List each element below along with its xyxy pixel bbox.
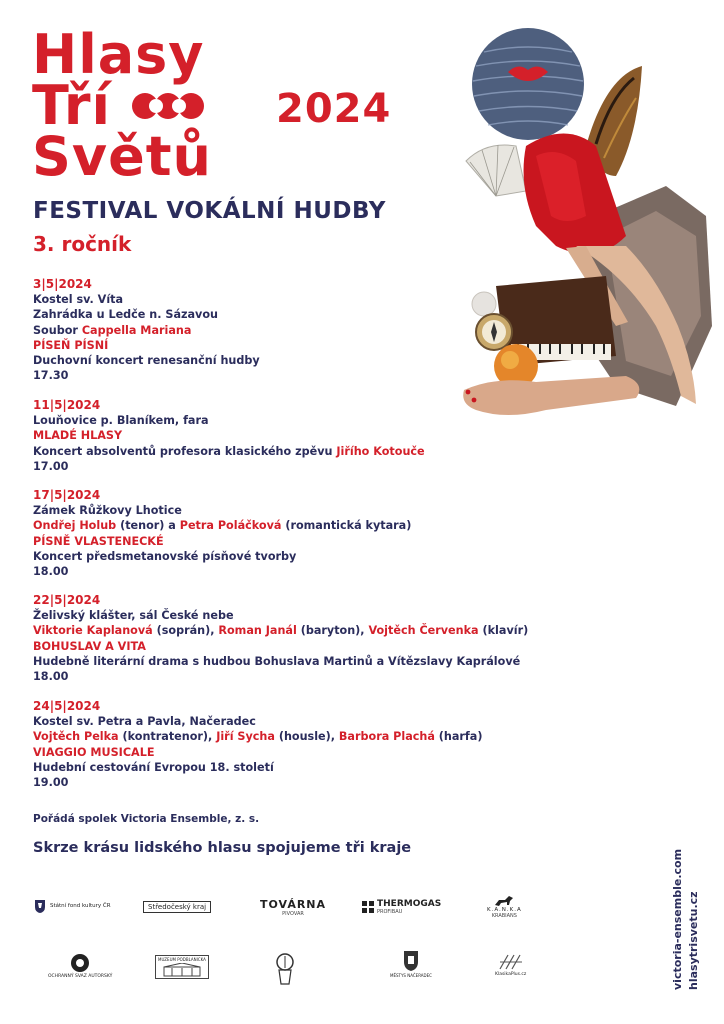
logo-osa: OCHRANNÝ SVAZ AUTORSKÝ (48, 953, 112, 979)
event-venue: Želivský klášter, sál České nebe (33, 609, 234, 623)
performer-role: (klavír) (478, 624, 529, 638)
event-time: 17.00 (33, 459, 69, 473)
url-victoria-ensemble[interactable]: victoria-ensemble.com (671, 848, 684, 990)
event-program: PÍSEŇ PÍSNÍ (33, 338, 109, 352)
event-description: Hudební cestování Evropou 18. století (33, 760, 274, 774)
event-1 (33, 277, 260, 383)
performer-role: (baryton), (296, 624, 369, 638)
festival-motto: Skrze krásu lidského hlasu spojujeme tři kraje (33, 840, 412, 856)
sphere-head (472, 28, 584, 140)
event-4 (33, 593, 528, 684)
performer-name: Cappella Mariana (81, 323, 192, 337)
festival-year: 2024 (276, 86, 392, 132)
event-description: Koncert předsmetanovské písňové tvorby (33, 549, 297, 563)
event-date: 24|5|2024 (33, 699, 101, 713)
osa-icon (70, 953, 90, 973)
event-time: 19.00 (33, 776, 69, 790)
title-line-1: Hlasy (32, 23, 205, 86)
event-venue: Kostel sv. Víta (33, 293, 124, 307)
performer-name: Barbora Plachá (338, 730, 435, 744)
event-description (33, 444, 425, 459)
reaching-hand (463, 376, 639, 415)
event-performers (33, 323, 260, 338)
title-line-3: Světů (32, 125, 212, 188)
teacher-name: Jiřího Kotouče (336, 444, 425, 458)
pearl (472, 292, 496, 316)
event-program: PÍSNĚ VLASTENECKÉ (33, 534, 164, 548)
logo-nacerad: MĚSTYS NAČERADEC (390, 950, 432, 978)
event-performers (33, 623, 528, 638)
logo-muzeum-podblanicka: MUZEUM PODBLANICKA (155, 955, 209, 979)
event-program: BOHUSLAV A VITA (33, 639, 146, 653)
performer-name: Viktorie Kaplanová (33, 624, 153, 638)
performer-role: (soprán), (152, 624, 219, 638)
performer-name: Petra Poláčková (179, 519, 282, 533)
event-date: 17|5|2024 (33, 488, 101, 502)
title-line-2-text: Tří (32, 74, 112, 137)
performer-name: Vojtěch Pelka (33, 730, 119, 744)
logo-thermogas: THERMOGAS PROFIBAU (362, 899, 441, 915)
event-place: Zahrádka u Ledče n. Sázavou (33, 308, 219, 322)
description-prefix: Koncert absolventů profesora klasického zpěvu (33, 444, 337, 458)
event-time: 18.00 (33, 565, 69, 579)
performer-role: (harfa) (434, 730, 483, 744)
logo-statni-fond-kultury: Státní fond kultury ČR (33, 898, 111, 914)
event-date: 3|5|2024 (33, 277, 92, 291)
czech-lion-icon (33, 898, 47, 914)
thermogas-icon (362, 901, 374, 913)
performer-role: (housle), (274, 730, 339, 744)
performer-role: (tenor) a (116, 519, 180, 533)
organizer-text: Pořádá spolek Victoria Ensemble, z. s. (33, 813, 260, 825)
event-3 (33, 488, 411, 579)
museum-building-icon (162, 963, 202, 977)
performers-prefix: Soubor (33, 323, 82, 337)
performer-name: Vojtěch Červenka (368, 624, 479, 638)
logo-stredocesky-kraj: Středočeský kraj (143, 901, 211, 913)
event-venue: Louňovice p. Blaníkem, fara (33, 414, 209, 428)
event-description: Hudebně literární drama s hudbou Bohuslava Martinů a Vítězslavy Kaprálové (33, 654, 521, 668)
event-performers (33, 518, 411, 533)
event-time: 17.30 (33, 369, 69, 383)
emblem-icon (275, 952, 295, 986)
logo-tovarna: TOVÁRNA PIVOVAR (260, 898, 327, 917)
horse-icon (493, 895, 515, 907)
logo-kanka: K.A.N.K.A KRABIANS (487, 895, 522, 919)
event-5 (33, 699, 482, 790)
website-links (670, 849, 702, 990)
performer-role: (kontratenor), (118, 730, 217, 744)
performer-name: Roman Janál (218, 624, 297, 638)
performer-name: Ondřej Holub (33, 519, 117, 533)
three-worlds-icon (131, 86, 205, 126)
event-time: 18.00 (33, 670, 69, 684)
logo-emblem (275, 952, 295, 986)
festival-subtitle: FESTIVAL VOKÁLNÍ HUDBY (33, 198, 386, 224)
performer-name: Jiří Sycha (216, 730, 275, 744)
event-date: 11|5|2024 (33, 398, 101, 412)
event-program: MLADÉ HLASY (33, 429, 123, 443)
logo-klasikaplus: KlasikaPlus.cz (495, 953, 526, 977)
klasika-icon (498, 953, 524, 971)
event-venue: Kostel sv. Petra a Pavla, Načeradec (33, 715, 256, 729)
coat-of-arms-icon (403, 950, 419, 972)
collage-artwork (456, 26, 712, 434)
event-program: VIAGGIO MUSICALE (33, 745, 155, 759)
performer-role: (romantická kytara) (281, 519, 412, 533)
event-description: Duchovní koncert renesanční hudby (33, 354, 260, 368)
event-date: 22|5|2024 (33, 593, 101, 607)
url-hlasy-tri-svetu[interactable]: hlasytrisvetu.cz (687, 891, 700, 990)
event-2 (33, 398, 425, 474)
event-venue: Zámek Růžkovy Lhotice (33, 504, 182, 518)
event-performers (33, 729, 482, 744)
festival-edition: 3. ročník (33, 232, 132, 256)
